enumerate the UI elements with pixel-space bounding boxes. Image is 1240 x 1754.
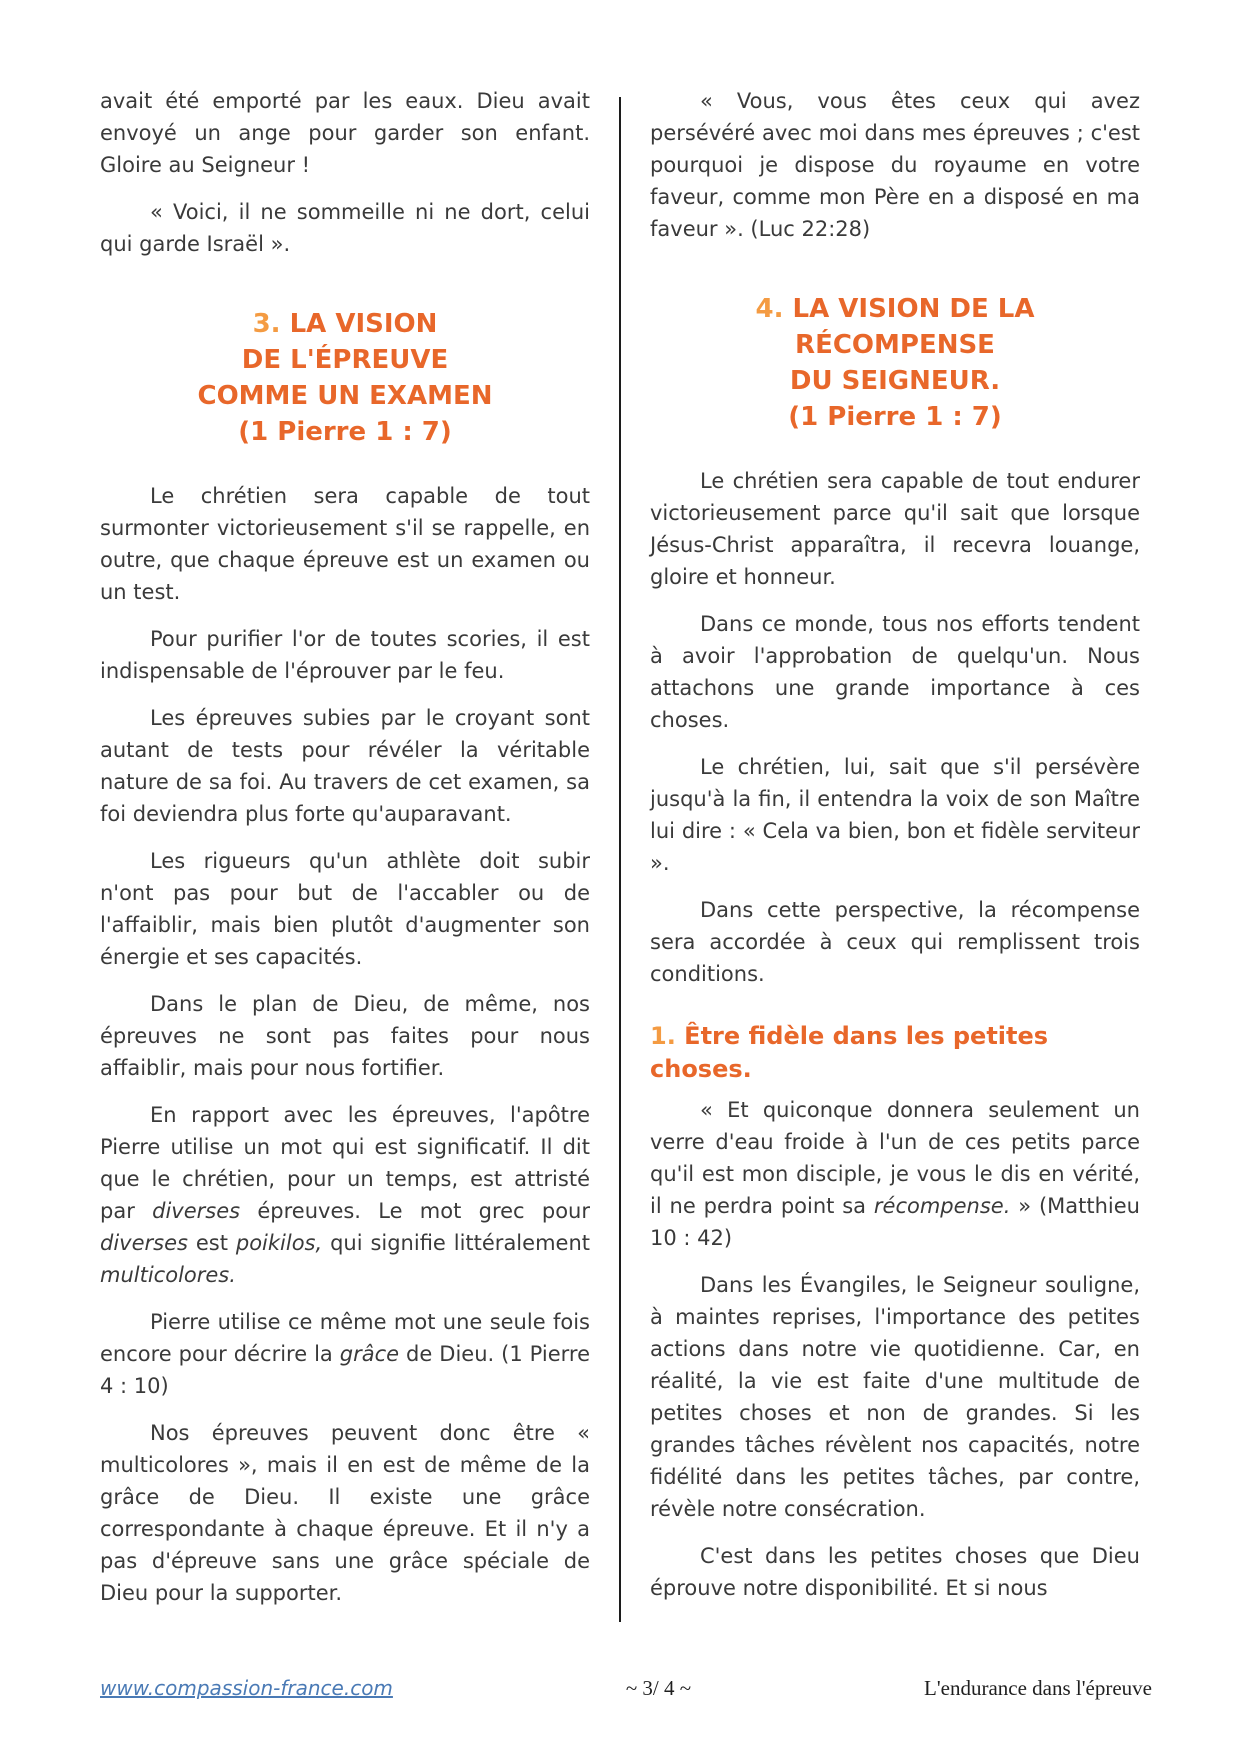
text-run: Le chrétien sera capable de tout endurer victorieusement parce qu'il sait que lorsque Jésus-Christ apparaîtra, il recevra louange, gloire et honneur. bbox=[650, 469, 1140, 589]
italic-text: récompense. bbox=[873, 1194, 1011, 1218]
text-run: Dans les Évangiles, le Seigneur souligne, à maintes reprises, l'importance des petites actions dans notre vie quotidienne. Car, en réalité, la vie est faite d'une multitude de petites choses et non de grandes. Si les grandes tâches révèlent nos capacités, notre fidélité dans les petites tâches, par contre, révèle notre consécration. bbox=[650, 1273, 1140, 1521]
text-run: Dans cette perspective, la récompense sera accordée à ceux qui remplissent trois conditions. bbox=[650, 898, 1140, 986]
text-run: Les rigueurs qu'un athlète doit subir n'ont pas pour but de l'accabler ou de l'affaiblir, mais bien plutôt d'augmenter son énergie et ses capacités. bbox=[100, 849, 590, 969]
text-run: Pierre utilise ce même mot une seule fois encore pour décrire la bbox=[100, 1310, 590, 1366]
heading-number: 4. bbox=[755, 294, 793, 324]
paragraph bbox=[650, 608, 1140, 736]
heading-number: 3. bbox=[252, 309, 290, 339]
document-title: L'endurance dans l'épreuve bbox=[924, 1676, 1152, 1700]
text-run: avait été emporté par les eaux. Dieu avait envoyé un ange pour garder son enfant. Gloire au Seigneur ! bbox=[100, 89, 590, 177]
text-run: « Voici, il ne sommeille ni ne dort, celui qui garde Israël ». bbox=[100, 200, 590, 256]
section-heading: 3. LA VISION DE L'ÉPREUVE COMME UN EXAMEN (1 Pierre 1 : 7) bbox=[197, 309, 493, 447]
paragraph bbox=[650, 1269, 1140, 1525]
text-run: Pour purifier l'or de toutes scories, il est indispensable de l'éprouver par le feu. bbox=[100, 627, 590, 683]
italic-text: multicolores. bbox=[100, 1263, 236, 1287]
paragraph bbox=[100, 85, 590, 181]
text-run: épreuves. Le mot grec pour bbox=[240, 1199, 590, 1223]
paragraph bbox=[650, 1540, 1140, 1604]
text-run: Dans ce monde, tous nos efforts tendent à avoir l'approbation de quelqu'un. Nous attachons une grande importance à ces choses. bbox=[650, 612, 1140, 732]
italic-text: grâce bbox=[339, 1342, 400, 1366]
text-run: C'est dans les petites choses que Dieu éprouve notre disponibilité. Et si nous bbox=[650, 1544, 1140, 1600]
text-run: Nos épreuves peuvent donc être « multicolores », mais il en est de même de la grâce de Dieu. Il existe une grâce correspondante à chaque épreuve. Et il n'y a pas d'épreuve sans une grâce spéciale de Dieu pour la supporter. bbox=[100, 1421, 590, 1605]
text-run: Les épreuves subies par le croyant sont autant de tests pour révéler la véritable nature de sa foi. Au travers de cet examen, sa foi deviendra plus forte qu'auparavant. bbox=[100, 706, 590, 826]
text-run: » (Matthieu 10 : 42) bbox=[650, 1194, 1140, 1250]
paragraph bbox=[100, 1306, 590, 1402]
text-run: Le chrétien, lui, sait que s'il persévère jusqu'à la fin, il entendra la voix de son Maître lui dire : « Cela va bien, bon et fidèle serviteur ». bbox=[650, 755, 1140, 875]
column-divider bbox=[619, 97, 621, 1622]
right-column bbox=[650, 85, 1140, 1624]
page-footer bbox=[100, 1676, 1152, 1701]
paragraph bbox=[650, 85, 1140, 245]
text-run: « Et quiconque donnera seulement un verre d'eau froide à l'un de ces petits parce qu'il est mon disciple, je vous le dis en vérité, il ne perdra point sa bbox=[650, 1098, 1140, 1218]
page-number: ~ 3/ 4 ~ bbox=[625, 1676, 692, 1700]
text-run: est bbox=[187, 1231, 236, 1255]
paragraph bbox=[100, 845, 590, 973]
paragraph bbox=[100, 480, 590, 608]
paragraph bbox=[100, 1417, 590, 1609]
text-run: « Vous, vous êtes ceux qui avez persévéré avec moi dans mes épreuves ; c'est pourquoi je dispose du royaume en votre faveur, comme mon Père en a disposé en ma faveur ». (Luc 22:28) bbox=[650, 89, 1140, 241]
italic-text: diverses bbox=[152, 1199, 241, 1223]
paragraph bbox=[100, 1099, 590, 1291]
paragraph bbox=[650, 1094, 1140, 1254]
heading-number: 1. bbox=[650, 1022, 685, 1050]
italic-text: poikilos, bbox=[235, 1231, 323, 1255]
left-column bbox=[100, 85, 590, 1624]
paragraph bbox=[650, 751, 1140, 879]
italic-text: diverses bbox=[100, 1231, 188, 1255]
paragraph bbox=[100, 988, 590, 1084]
section-heading: 4. LA VISION DE LA RÉCOMPENSE DU SEIGNEUR. (1 Pierre 1 : 7) bbox=[755, 294, 1035, 432]
text-run: de Dieu. (1 Pierre 4 : 10) bbox=[100, 1342, 590, 1398]
paragraph bbox=[650, 894, 1140, 990]
text-run: Dans le plan de Dieu, de même, nos épreuves ne sont pas faites pour nous affaiblir, mais pour nous fortifier. bbox=[100, 992, 590, 1080]
column-gutter bbox=[590, 85, 650, 1624]
paragraph bbox=[100, 196, 590, 260]
paragraph bbox=[100, 623, 590, 687]
text-run: qui signifie littéralement bbox=[322, 1231, 590, 1255]
text-run: En rapport avec les épreuves, l'apôtre Pierre utilise un mot qui est significatif. Il dit que le chrétien, pour un temps, est attristé par bbox=[100, 1103, 590, 1223]
paragraph bbox=[650, 465, 1140, 593]
website-link[interactable]: www.compassion-france.com bbox=[100, 1676, 393, 1700]
text-run: Le chrétien sera capable de tout surmonter victorieusement s'il se rappelle, en outre, que chaque épreuve est un examen ou un test. bbox=[100, 484, 590, 604]
sub-heading: 1. Être fidèle dans les petites choses. bbox=[650, 1022, 1049, 1083]
paragraph bbox=[100, 702, 590, 830]
document-body bbox=[100, 85, 1140, 1624]
